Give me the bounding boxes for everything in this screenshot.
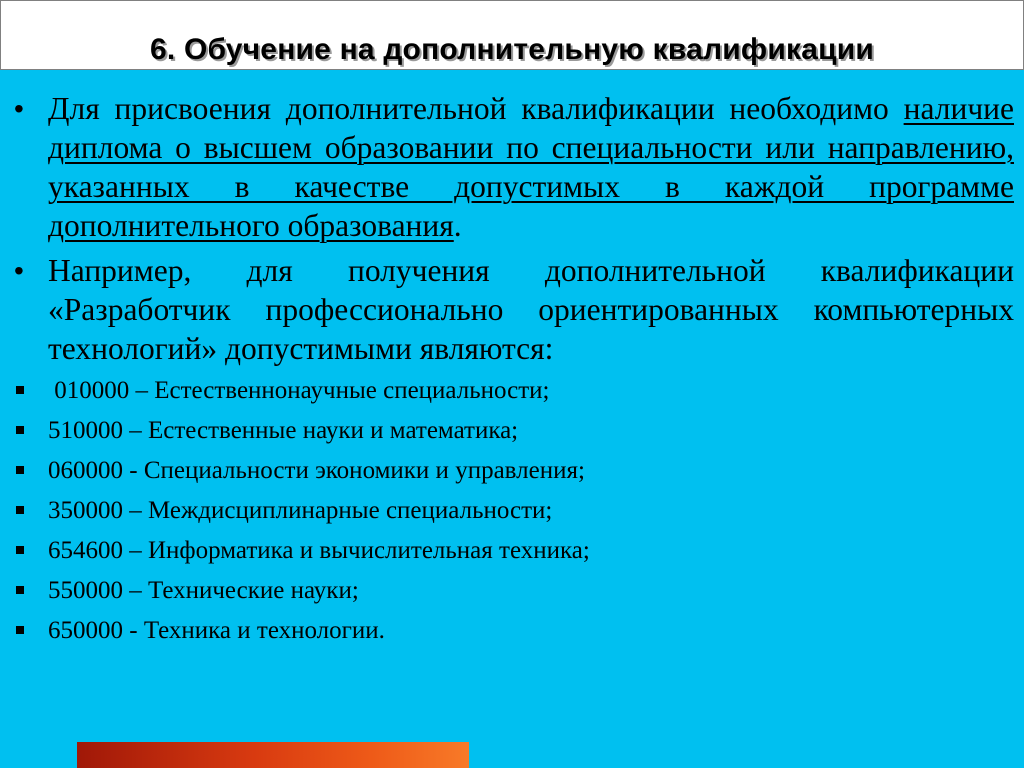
list-item: 550000 – Технические науки; [14, 576, 1014, 616]
square-bullet-icon [16, 546, 24, 554]
list-item: 650000 - Техника и технологии. [14, 616, 1014, 656]
square-bullet-icon [16, 466, 24, 474]
square-bullet-icon [16, 506, 24, 514]
square-bullet-icon [16, 586, 24, 594]
list-item: 654600 – Информатика и вычислительная техника; [14, 536, 1014, 576]
title-bar [0, 0, 1024, 70]
requirement-text-plain: Для присвоения дополнительной квалификации необходимо [48, 91, 904, 126]
list-item: 510000 – Естественные науки и математика; [14, 416, 1014, 456]
list-item: 010000 – Естественнонаучные специальности; [14, 376, 1014, 416]
requirement-text-underlined: наличие диплома о высшем образовании по специальности или направлению, указанных в качестве допустимых в каждой программе дополнительного образования [48, 91, 1014, 243]
paragraph-requirement [14, 89, 1014, 245]
square-bullet-icon [16, 426, 24, 434]
paragraph-example [14, 251, 1014, 368]
slide-content [14, 89, 1014, 656]
bullet-dot-icon: • [14, 255, 24, 286]
specialty-list [14, 376, 1014, 656]
square-bullet-icon [16, 626, 24, 634]
requirement-text-end: . [453, 208, 462, 243]
list-item: 060000 - Специальности экономики и управления; [14, 456, 1014, 496]
bullet-dot-icon: • [14, 93, 24, 124]
slide-title: 6. Обучение на дополнительную квалификации [149, 33, 875, 66]
decorative-bottom-bar [77, 742, 469, 768]
square-bullet-icon [16, 386, 24, 394]
example-text: Например, для получения дополнительной квалификации «Разработчик профессионально ориентированных компьютерных технологий» допустимыми являются: [48, 253, 1014, 366]
list-item: 350000 – Междисциплинарные специальности; [14, 496, 1014, 536]
